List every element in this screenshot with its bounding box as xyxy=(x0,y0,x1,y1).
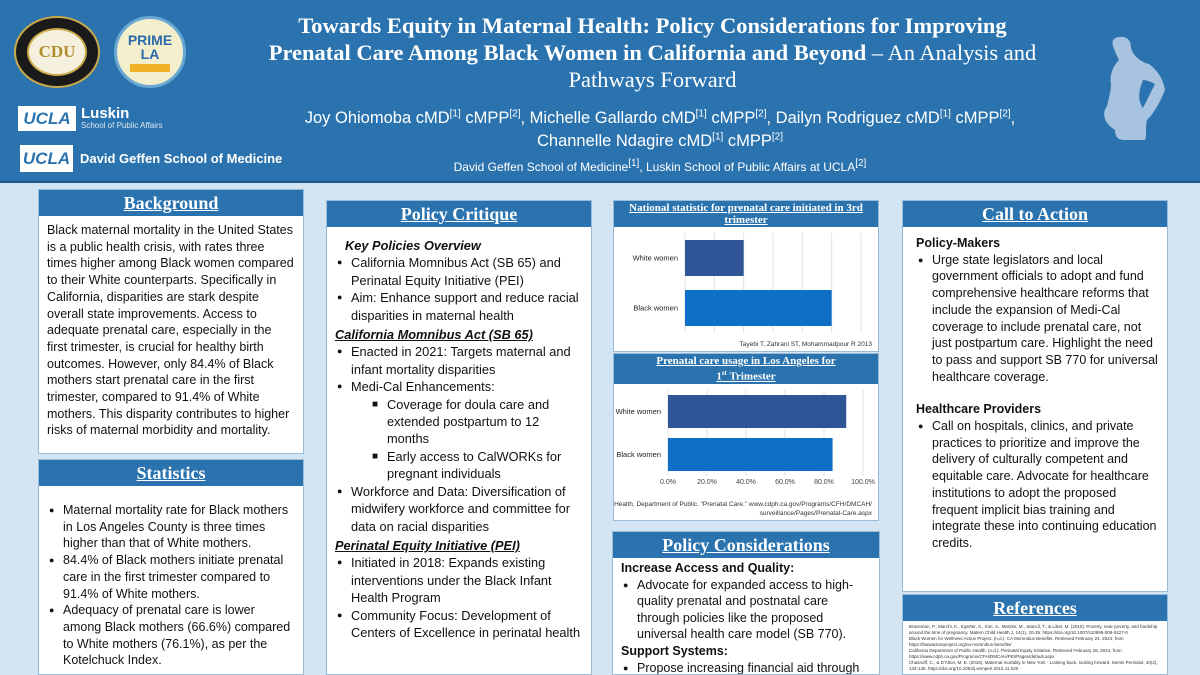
author-name: Channelle Ndagire xyxy=(536,132,674,150)
chart2-tick-label: 40.0% xyxy=(736,478,756,486)
author-credential: cMPP[2] xyxy=(723,131,784,150)
chart1-title: National statistic for prenatal care initiated in 3rd trimester xyxy=(614,201,878,227)
pei-item: ● Community Focus: Development of Centers of Excellence in perinatal health xyxy=(335,607,583,642)
chart2-tick-label: 100.0% xyxy=(851,478,875,486)
prime-la-logo-line2: LA xyxy=(140,45,160,62)
access-quality-list xyxy=(621,577,871,643)
sb65-item: ● Workforce and Data: Diversification of midwifery workforce and committee for data on racial disparities xyxy=(335,483,583,535)
statistics-item: ● 84.4% of Black mothers initiate prenatal care in the first trimester compared to 91.4% of White mothers. xyxy=(47,552,295,602)
poster-title-main: Towards Equity in Maternal Health: Policy Considerations for Improving Prenatal Care Among Black Women in California and Beyond xyxy=(268,13,1007,65)
chart2-tick-label: 60.0% xyxy=(775,478,795,486)
pregnant-woman-silhouette-icon xyxy=(1085,20,1165,150)
background-text: Black maternal mortality in the United States is a public health crisis, with rates three times higher among Black women compared to their White counterparts. Specifically in California, disparities are stark despite overall state improvements. Access to adequate prenatal care, especially in the first trimester, is crucial for healthy birth outcomes. However, only 84.4% of Black mothers start prenatal care in the first trimester, compared to 91.4% of White mothers. This disparity contributes to higher risks of maternal morbidity and mortality. xyxy=(47,223,294,438)
cdu-logo-text: CDU xyxy=(27,28,87,76)
healthcare-providers-heading: Healthcare Providers xyxy=(916,402,1042,417)
chart-national-third-trimester xyxy=(613,200,879,352)
statistics-item: ● Maternal mortality rate for Black mothers in Los Angeles County is three times higher than that of White mothers. xyxy=(47,502,295,552)
affiliation-mark: [1] xyxy=(628,158,640,169)
author-name: Dailyn Rodriguez xyxy=(775,109,902,127)
author-credential: cMD[1] xyxy=(657,108,707,127)
author-name: Michelle Gallardo xyxy=(529,109,658,127)
affiliation-mark: [2] xyxy=(771,131,784,143)
author: Michelle Gallardo cMD[1] cMPP[2], xyxy=(529,108,776,127)
chart2-category-label: Black women xyxy=(616,449,661,459)
call-to-action-item: ● Urge state legislators and local government officials to adopt and fund comprehensive healthcare reforms that include the expansion of Medi-Cal coverage to include prenatal care, not just postpartum care. Highlight the need to pass and support SB 770 for universal healthcare coverage. xyxy=(916,252,1159,386)
chart-la-first-trimester xyxy=(613,353,879,521)
support-systems-list xyxy=(621,660,871,675)
consideration-item: ● Propose increasing financial aid through xyxy=(621,660,871,675)
reference-item: California Department of Public Health. (n.d.). Perinatal Equity Initiative. Retrieved February 28, 2024, from https://www.cdph.ca.gov/Programs/CFH/DMCAH/PEI/Pages/default.aspx xyxy=(909,648,1122,659)
author-credential: cMPP[2] xyxy=(706,108,767,127)
ucla-logo-geffen: UCLA xyxy=(20,145,73,172)
author: Joy Ohiomoba cMD[1] cMPP[2], xyxy=(304,108,530,127)
chart2-tick-label: 80.0% xyxy=(814,478,834,486)
author-credential: cMPP[2] xyxy=(460,108,521,127)
key-policies-heading: Key Policies Overview xyxy=(345,238,481,253)
statistics-panel xyxy=(38,459,304,675)
prime-la-logo-line1: PRIME xyxy=(127,31,173,48)
chart2-bar-white-women xyxy=(668,395,846,428)
author-name: Joy Ohiomoba xyxy=(304,109,412,127)
prime-la-logo xyxy=(114,16,186,88)
pei-heading: Perinatal Equity Initiative (PEI) xyxy=(335,537,520,553)
key-policies-list xyxy=(335,254,583,324)
call-to-action-panel xyxy=(902,200,1168,592)
key-policy-item: ● California Momnibus Act (SB 65) and Perinatal Equity Initiative (PEI) xyxy=(335,254,583,289)
affiliation-mark: [1] xyxy=(939,108,951,120)
background-panel xyxy=(38,189,304,454)
chart2-category-label: White women xyxy=(615,406,661,416)
pei-item: ● Initiated in 2018: Expands existing interventions under the Black Infant Health Program xyxy=(335,554,583,606)
affiliations: David Geffen School of Medicine[1], Luskin School of Public Affairs at UCLA[2] xyxy=(453,158,867,174)
chart1-bar-black-women xyxy=(685,290,832,326)
chart1-bar-white-women xyxy=(685,240,744,276)
medical-subitem: ■ Early access to CalWORKs for pregnant individuals xyxy=(371,448,583,483)
poster-title-subtitle: – An Analysis and Pathways Forward xyxy=(568,40,1037,92)
affiliation: Luskin School of Public Affairs at UCLA[2] xyxy=(645,158,867,174)
chart2-title-num: 1 xyxy=(716,370,722,383)
sb65-medical-label: Medi-Cal Enhancements: xyxy=(351,379,495,395)
affiliation-mark: [2] xyxy=(755,108,767,120)
pei-list xyxy=(335,554,583,641)
ucla-logo-luskin: UCLA xyxy=(18,106,76,131)
policy-makers-list xyxy=(916,252,1159,386)
author-credential: cMD[1] xyxy=(411,108,461,127)
medical-sublist xyxy=(371,396,583,483)
poster-header xyxy=(0,0,1200,183)
affiliation: David Geffen School of Medicine[1] xyxy=(453,158,640,174)
affiliation-mark: [1] xyxy=(695,108,707,120)
luskin-subtitle: School of Public Affairs xyxy=(81,121,163,130)
chart2-source-line1: Health, Department of Public. “Prenatal Care.” www.cdph.ca.gov/Programs/CFH/DMCAH/ xyxy=(614,501,872,508)
statistics-list xyxy=(47,502,295,669)
chart1-category-label: White women xyxy=(632,253,678,263)
sb65-item xyxy=(335,378,583,482)
affiliation-mark: [1] xyxy=(712,131,724,143)
policy-critique-heading: Policy Critique xyxy=(327,201,591,227)
policy-makers-heading: Policy-Makers xyxy=(916,236,1001,250)
author xyxy=(537,132,783,150)
affiliation-mark: [2] xyxy=(999,108,1011,120)
cdu-logo xyxy=(14,16,100,88)
statistics-item: ● Adequacy of prenatal care is lower among Black mothers (66.6%) compared to White mothers (76.1%), as per the Kotelchuck Index. xyxy=(47,602,295,669)
sb65-list xyxy=(335,343,583,534)
healthcare-providers-list xyxy=(916,418,1159,552)
call-to-action-heading: Call to Action xyxy=(903,201,1167,227)
chart2-title-line1: Prenatal care usage in Los Angeles for xyxy=(656,355,836,367)
sb65-item: ● Enacted in 2021: Targets maternal and infant mortality disparities xyxy=(335,343,583,378)
statistics-heading: Statistics xyxy=(39,460,303,486)
author: Dailyn Rodriguez cMD[1] cMPP[2], xyxy=(775,108,1016,127)
chart1-category-label: Black women xyxy=(633,303,678,313)
chart2-source-line2: surveillance/Pages/Prenatal-Care.aspx xyxy=(759,510,872,517)
support-systems-heading: Support Systems: xyxy=(621,643,728,658)
affiliation-mark: [2] xyxy=(509,108,521,120)
background-heading: Background xyxy=(39,190,303,216)
consideration-item: ● Advocate for expanded access to high-quality prenatal and postnatal care through policies like the proposed universal health care model (SB 770). xyxy=(621,577,871,643)
key-policy-item: ● Aim: Enhance support and reduce racial disparities in maternal health xyxy=(335,289,583,324)
policy-considerations-heading: Policy Considerations xyxy=(613,532,879,558)
references-panel xyxy=(902,594,1168,675)
skyline-icon xyxy=(130,64,170,72)
call-to-action-item: ● Call on hospitals, clinics, and private practices to prioritize and improve the delivery of culturally competent and equitable care. Advocate for healthcare institutions to adopt the proposed frequent implicit bias training and integrate these into continuing education credits. xyxy=(916,418,1159,552)
reference-item: Black Women for Wellness Action Project. (n.d.). CA Momnibus Benefits. Retrieved February 24, 2024, from https://bwwactionproject.org/ca-momnibus-benefits/ xyxy=(909,636,1124,647)
author-credential: cMD[1] xyxy=(901,108,951,127)
chart2-tick-label: 20.0% xyxy=(697,478,717,486)
chart2-title-sup: st xyxy=(721,369,727,377)
chart2-source xyxy=(614,500,872,518)
reference-item: Braveman, P., Marchi, K., Egerter, S., Kim, S., Metzler, M., Stancil, T., & Libet, M. (2010). Poverty, near-poverty, and hardship around the time of pregnancy. Matern Child Health J, 14(1), 20-35. https://doi.org/10.1007/s10995-008-0427-0 xyxy=(909,624,1158,635)
chart1-plot xyxy=(614,227,878,337)
medical-subitem: ■ Coverage for doula care and extended postpartum to 12 months xyxy=(371,396,583,448)
author-credential: cMPP[2] xyxy=(950,108,1011,127)
reference-item: Chasnoff, C., & D'Alton, M. E. (2016). Maternal mortality in New York - Looking back, looking forward. Semin Perinatol, 40(2), 133-135. https://doi.org/10.1053/j.semperi.2015.11.020 xyxy=(909,660,1158,671)
luskin-logo xyxy=(81,106,163,131)
policy-considerations-panel xyxy=(612,531,880,675)
chart2-title xyxy=(614,354,878,384)
access-quality-heading: Increase Access and Quality: xyxy=(621,561,795,575)
chart1-source: Tayebi T, Zahrani ST, Mohammadpour R 2013 xyxy=(739,341,872,348)
luskin-name: Luskin xyxy=(81,105,130,122)
sb65-heading: California Momnibus Act (SB 65) xyxy=(335,327,533,343)
poster-title xyxy=(265,12,1040,93)
affiliation-mark: [1] xyxy=(449,108,461,120)
affiliation-mark: [2] xyxy=(855,158,867,169)
chart2-bar-black-women xyxy=(668,438,833,471)
author-credential: cMD[1] xyxy=(673,131,724,150)
geffen-logo-text: David Geffen School of Medicine xyxy=(80,151,283,166)
chart2-plot xyxy=(614,384,878,494)
policy-critique-panel xyxy=(326,200,592,675)
references-heading: References xyxy=(903,595,1167,621)
author-list xyxy=(265,107,1055,153)
chart2-title-rest: Trimester xyxy=(726,370,776,383)
chart2-tick-label: 0.0% xyxy=(660,478,676,486)
